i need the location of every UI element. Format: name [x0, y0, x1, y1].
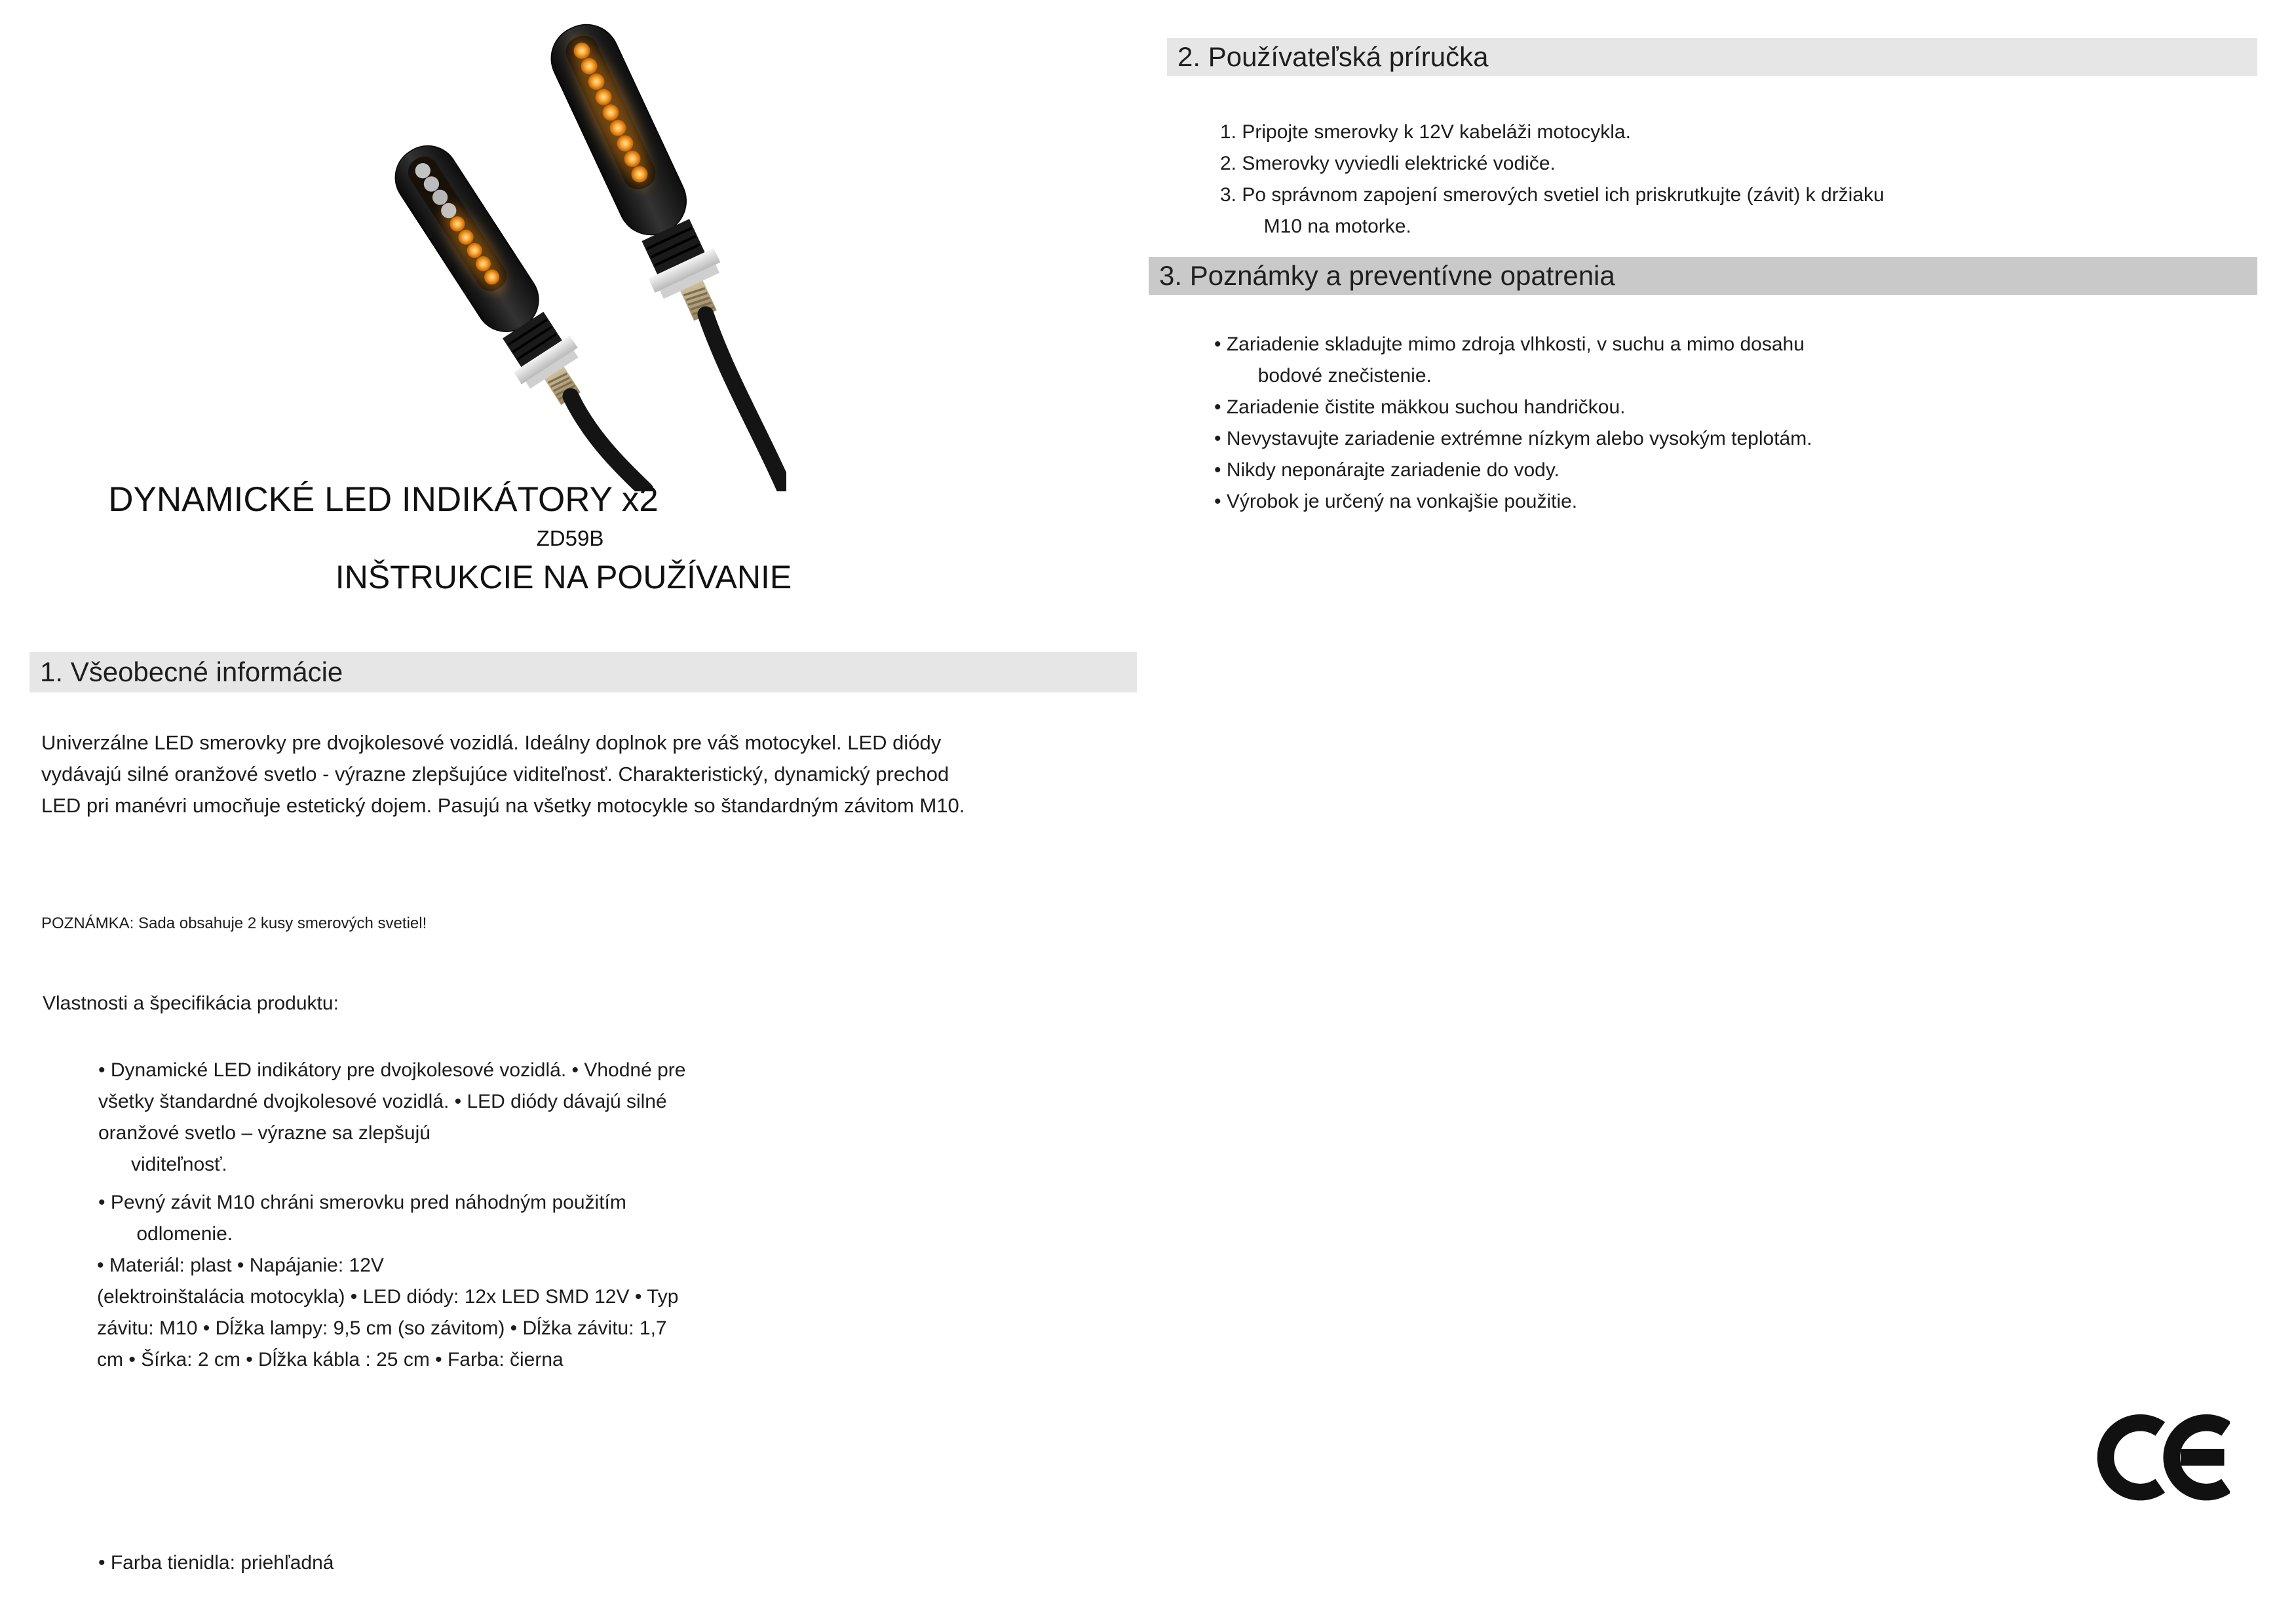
- text-line: oranžové svetlo – výrazne sa zlepšujú: [98, 1122, 430, 1144]
- section3-heading-bar: [1149, 257, 2257, 295]
- features-block-3: [97, 1250, 883, 1376]
- led-indicators-photo: [360, 10, 786, 491]
- ce-mark-icon: [2095, 1410, 2230, 1506]
- text-line: (elektroinštalácia motocykla) • LED diódy: 12x LED SMD 12V • Typ: [97, 1286, 679, 1308]
- section2-heading: 2. Používateľská príručka: [1177, 41, 1489, 72]
- section1-intro-paragraph: [41, 727, 1103, 821]
- ce-mark-graphic: [2095, 1410, 2230, 1506]
- text-line: všetky štandardné dvojkolesové vozidlá. • LED diódy dávajú silné: [98, 1091, 667, 1112]
- text-line: • Materiál: plast • Napájanie: 12V: [97, 1255, 384, 1276]
- page-subtitle: INŠTRUKCIE NA POUŽÍVANIE: [335, 559, 792, 595]
- section1-heading: 1. Všeobecné informácie: [40, 656, 343, 687]
- text-line: • Zariadenie skladujte mimo zdroja vlhkosti, v suchu a mimo dosahu: [1214, 333, 1805, 355]
- package-note: POZNÁMKA: Sada obsahuje 2 kusy smerových svetiel!: [41, 915, 427, 932]
- indicator-left: [382, 133, 599, 417]
- text-line: viditeľnosť.: [98, 1154, 227, 1175]
- product-photo: [360, 10, 786, 491]
- shade-color-bullet: [98, 1547, 622, 1579]
- section2-heading-bar: [1167, 38, 2257, 76]
- text-line: • Nikdy neponárajte zariadenie do vody.: [1214, 459, 1559, 481]
- text-line: bodové znečistenie.: [1214, 365, 1432, 387]
- text-line: LED pri manévri umocňuje estetický dojem. Pasujú na všetky motocykle so štandardným závitom M10.: [41, 794, 965, 817]
- text-line: vydávajú silné oranžové svetlo - výrazne zlepšujúce viditeľnosť. Charakteristický, dynamický prechod: [41, 763, 949, 785]
- text-line: 2. Smerovky vyviedli elektrické vodiče.: [1220, 153, 1556, 174]
- precaution-bullets: [1214, 329, 2197, 518]
- text-line: M10 na motorke.: [1220, 216, 1411, 237]
- text-line: • Pevný závit M10 chráni smerovku pred náhodným použitím: [98, 1192, 626, 1213]
- user-guide-steps: [1220, 117, 2203, 242]
- text-line: odlomenie.: [98, 1223, 233, 1245]
- shade-color-text: • Farba tienidla: priehľadná: [98, 1552, 334, 1574]
- text-line: 3. Po správnom zapojení smerových svetiel ich priskrutkujte (závit) k držiaku: [1220, 184, 1885, 206]
- text-line: Univerzálne LED smerovky pre dvojkolesové vozidlá. Ideálny doplnok pre váš motocykel. LED diódy: [41, 731, 942, 754]
- section3-heading: 3. Poznámky a preventívne opatrenia: [1159, 260, 1615, 291]
- features-block-1: [98, 1055, 885, 1180]
- cable-right: [706, 314, 785, 489]
- text-line: 1. Pripojte smerovky k 12V kabeláži motocykla.: [1220, 121, 1631, 143]
- text-line: • Nevystavujte zariadenie extrémne nízkym alebo vysokým teplotám.: [1214, 428, 1812, 449]
- text-line: • Dynamické LED indikátory pre dvojkolesové vozidlá. • Vhodné pre: [98, 1059, 686, 1081]
- text-line: • Zariadenie čistite mäkkou suchou handričkou.: [1214, 396, 1626, 418]
- page-title: DYNAMICKÉ LED INDIKÁTORY x2: [108, 480, 659, 519]
- section1-heading-bar: [29, 652, 1137, 692]
- indicator-right: [539, 13, 738, 331]
- product-model: ZD59B: [536, 526, 604, 550]
- text-line: • Výrobok je určený na vonkajšie použitie.: [1214, 491, 1578, 512]
- cable-left: [571, 396, 645, 490]
- text-line: cm • Šírka: 2 cm • Dĺžka kábla : 25 cm • Farba: čierna: [97, 1349, 564, 1370]
- features-block-2: [98, 1187, 885, 1250]
- text-line: závitu: M10 • Dĺžka lampy: 9,5 cm (so závitom) • Dĺžka závitu: 1,7: [97, 1317, 667, 1339]
- features-heading: Vlastnosti a špecifikácia produktu:: [43, 992, 339, 1014]
